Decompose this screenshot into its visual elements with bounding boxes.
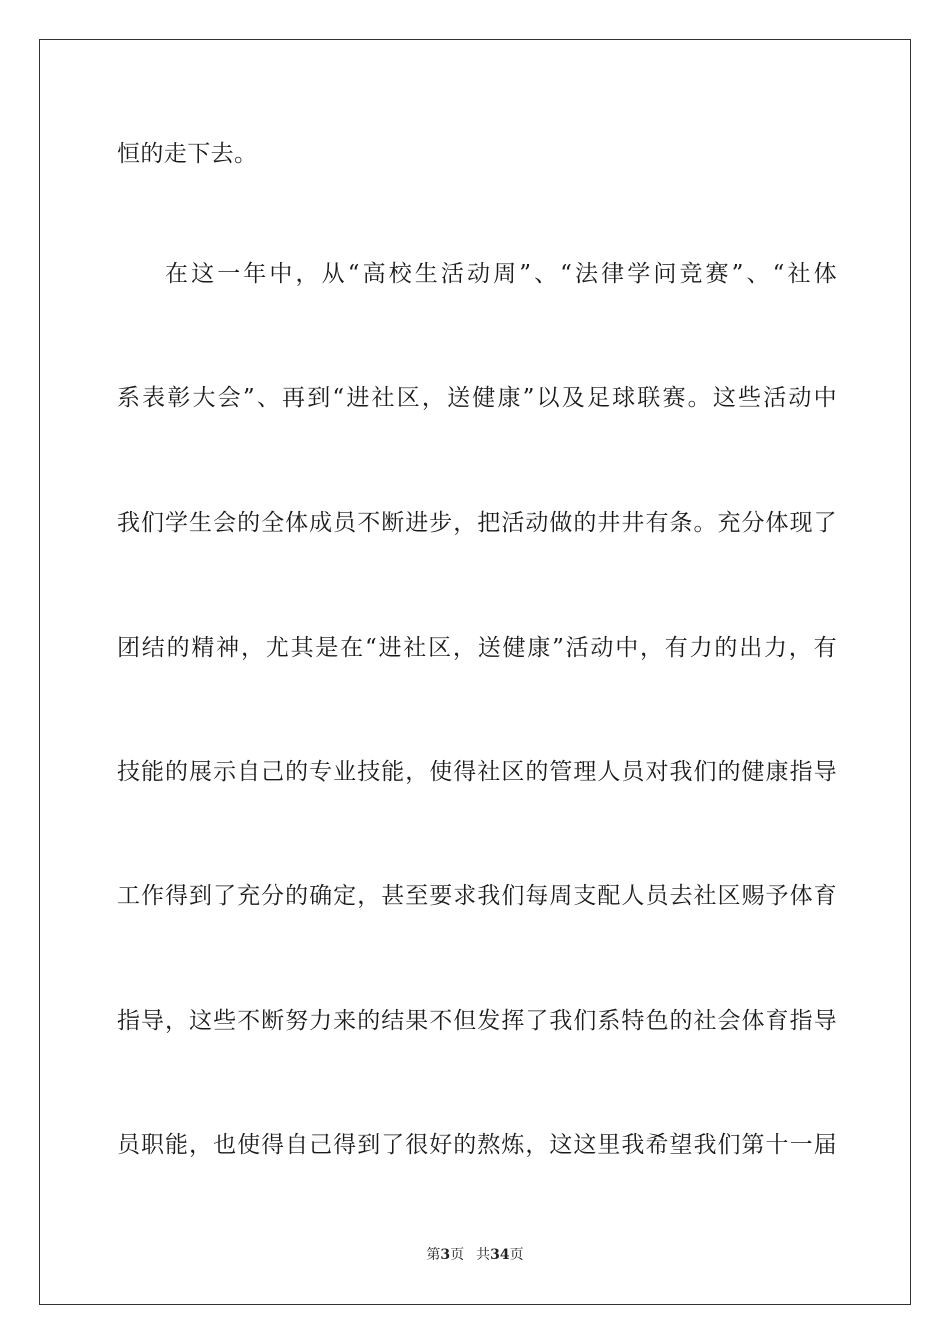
total-pages: 34	[490, 1247, 510, 1263]
page-label-suffix: 页	[450, 1247, 465, 1263]
text-line-7: 工作得到了充分的确定，甚至要求我们每周支配人员去社区赐予体育	[117, 883, 837, 909]
text-line-5: 团结的精神，尤其是在“进社区，送健康”活动中，有力的出力，有	[117, 635, 837, 661]
page-number: 3	[440, 1247, 451, 1263]
text-line-4: 我们学生会的全体成员不断进步，把活动做的井井有条。充分体现了	[117, 510, 837, 536]
total-label-prefix: 共	[476, 1247, 491, 1263]
text-line-8: 指导，这些不断努力来的结果不但发挥了我们系特色的社会体育指导	[117, 1008, 837, 1034]
text-line-1: 恒的走下去。	[117, 141, 258, 167]
text-line-9: 员职能，也使得自己得到了很好的熬炼，这这里我希望我们第十一届	[117, 1132, 837, 1158]
text-line-6: 技能的展示自己的专业技能，使得社区的管理人员对我们的健康指导	[117, 759, 837, 785]
page-frame	[39, 39, 911, 1305]
total-label-suffix: 页	[509, 1247, 524, 1263]
text-line-3: 系表彰大会”、再到“进社区，送健康”以及足球联赛。这些活动中	[117, 385, 837, 411]
page-footer	[0, 1246, 950, 1264]
text-line-2: 在这一年中，从“高校生活动周”、“法律学问竞赛”、“社体	[165, 261, 837, 287]
page-label-prefix: 第	[426, 1247, 441, 1263]
